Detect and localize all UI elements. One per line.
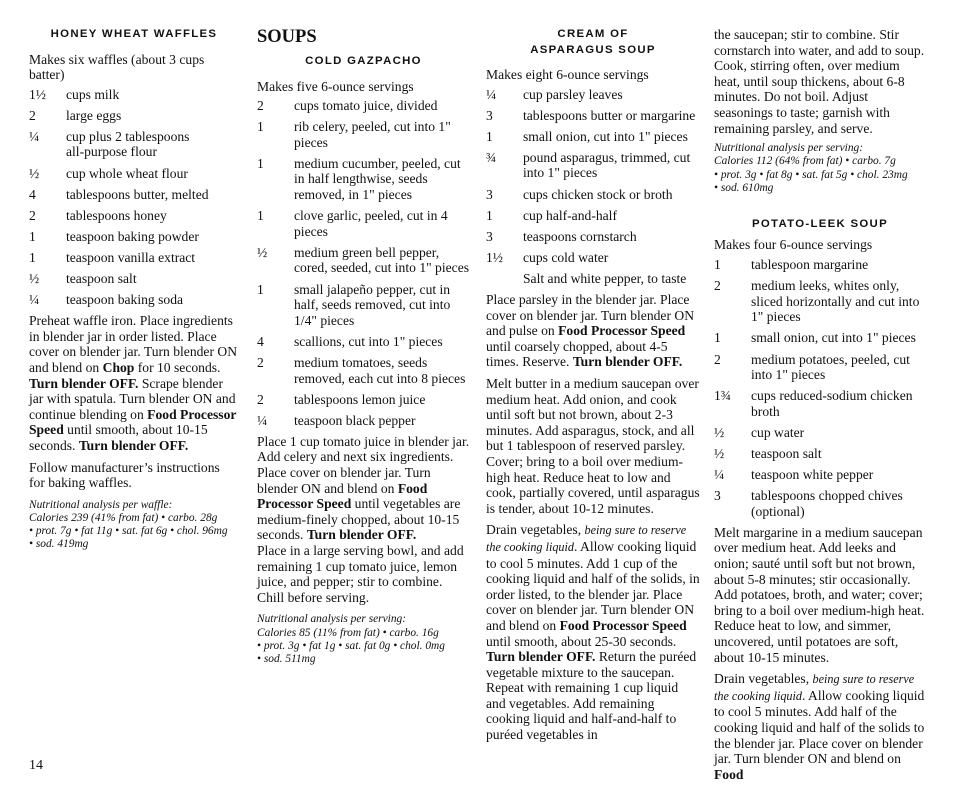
nutrition-info: Nutritional analysis per serving: Calories 85 (11% from fat) • carbo. 16g • prot. 3g • fat 1g • sat. fat 0g • chol. 0mg • sod. 511mg	[257, 613, 445, 665]
ingredient-item: 1 tablespoon margarine	[714, 257, 869, 273]
ingredient-list	[257, 98, 470, 428]
section-title: SOUPS	[257, 27, 317, 47]
ingredient-item: 1¾ cups reduced-sodium chicken broth	[714, 388, 913, 419]
recipe-yield: Makes six waffles (about 3 cups batter)	[29, 51, 205, 83]
ingredient-item: ¾ pound asparagus, trimmed, cut into 1" pieces	[486, 149, 691, 181]
recipe-title: HONEY WHEAT WAFFLES	[50, 28, 218, 40]
ingredient-item: 3 teaspoons cornstarch	[486, 228, 637, 244]
instructions-paragraph: Place parsley in the blender jar. Place cover on blender jar. Turn blender ON and pulse on Food Processor Speed until coarsely chopped, about 4-5 times. Reserve. Turn blender OFF.	[486, 292, 695, 370]
recipe-yield: Makes eight 6-ounce servings	[486, 67, 649, 82]
ingredient-item: 2 medium tomatoes, seeds removed, each cut into 8 pieces	[257, 354, 466, 386]
recipe-title: CREAM OF ASPARAGUS SOUP	[530, 28, 656, 56]
ingredient-item: 2 tablespoons lemon juice	[257, 391, 426, 407]
ingredient-item: 3 tablespoons chopped chives (optional)	[714, 488, 903, 519]
instructions-paragraph: Place in a large serving bowl, and add remaining 1 cup tomato juice, lemon juice, and pepper; stir to combine. Chill before serving.	[257, 542, 464, 605]
ingredient-item: 2 tablespoons honey	[29, 207, 167, 223]
instructions-paragraph: Melt margarine in a medium saucepan over medium heat. Add leeks and onion; sauté until soft but not brown, about 5-8 minutes; stir occasionally. Add potatoes, broth, and water; cover; bring to a boil over medium-high heat. Reduce heat to low, and simmer, uncovered, until potatoes are soft, about 10-15 minutes.	[714, 524, 925, 665]
ingredient-item: 2 medium leeks, whites only, sliced horizontally and cut into 1" pieces	[714, 278, 920, 325]
instructions-paragraph: Melt butter in a medium saucepan over medium heat. Add onion, and cook until soft but not brown, about 2-3 minutes. Add asparagus, stock, and all but 1 tablespoon of reserved parsley. Cover; bring to a boil over medium-high heat. Reduce heat to low and cook, partially covered, until asparagus is tender, about 10-12 minutes.	[486, 376, 700, 516]
ingredient-item: 4 scallions, cut into 1" pieces	[257, 333, 443, 349]
ingredient-item: ¼ cup plus 2 tablespoons all-purpose flour	[29, 128, 190, 160]
ingredient-item: 1 rib celery, peeled, cut into 1" pieces	[257, 119, 451, 150]
ingredient-item: 1 medium cucumber, peeled, cut in half lengthwise, seeds removed, in 1" pieces	[257, 155, 461, 203]
instructions-paragraph: Preheat waffle iron. Place ingredients in blender jar in order listed. Place cover on blender jar. Turn blender ON and blend on Chop for 10 seconds. Turn blender OFF. Scrape blender jar with spatula. Turn blender ON and continue blending on Food Processor Speed until smooth, about 10-15 seconds. Turn blender OFF.	[29, 313, 238, 453]
instructions-paragraph: Place 1 cup tomato juice in blender jar. Add celery and next six ingredients. Place cover on blender jar. Turn blender ON and blend on Food Processor Speed until vegetables are medium-finely chopped, about 10-15 seconds. Turn blender OFF.	[257, 433, 470, 543]
column-cream-of-asparagus-soup	[486, 0, 700, 749]
instructions-paragraph: the saucepan; stir to combine. Stir cornstarch into water, and add to soup. Cook, stirring often, over medium heat, until soup thickens, about 6-8 minutes. Do not boil. Adjust seasonings to taste; garnish with remaining parsley, and serve.	[714, 27, 925, 136]
recipe-title: COLD GAZPACHO	[305, 55, 422, 67]
page-number: 14	[29, 758, 43, 773]
ingredient-item: 2 cups tomato juice, divided	[257, 98, 438, 114]
ingredient-item: ½ cup water	[714, 424, 805, 440]
ingredient-item: ¼ teaspoon baking soda	[29, 292, 184, 308]
recipe-yield: Makes five 6-ounce servings	[257, 78, 414, 94]
ingredient-item: Salt and white pepper, to taste	[523, 270, 687, 286]
ingredient-item: 1½ cups cold water	[486, 249, 609, 265]
ingredient-item: 3 cups chicken stock or broth	[486, 186, 673, 202]
ingredient-list	[486, 87, 700, 287]
ingredient-item: 1 teaspoon vanilla extract	[29, 249, 196, 265]
recipe-yield: Makes four 6-ounce servings	[714, 237, 873, 253]
recipe-title: POTATO-LEEK SOUP	[752, 217, 888, 230]
column-cold-gazpacho	[257, 0, 470, 666]
nutrition-info: Nutritional analysis per serving: Calories 112 (64% from fat) • carbo. 7g • prot. 3g • fat 8g • sat. fat 5g • chol. 23mg • sod. 610mg	[714, 142, 908, 194]
nutrition-info: Nutritional analysis per waffle: Calories 239 (41% from fat) • carbo. 28g • prot. 7g • fat 11g • sat. fat 6g • chol. 96mg • sod. 419mg	[29, 498, 228, 551]
ingredient-item: 1 clove garlic, peeled, cut in 4 pieces	[257, 208, 448, 239]
ingredient-item: ¼ teaspoon white pepper	[714, 467, 874, 483]
ingredient-item: ½ teaspoon salt	[29, 271, 137, 287]
ingredient-item: 1 teaspoon baking powder	[29, 228, 199, 244]
ingredient-item: ½ cup whole wheat flour	[29, 165, 188, 181]
ingredient-item: 2 medium potatoes, peeled, cut into 1" pieces	[714, 351, 910, 383]
ingredient-list	[29, 87, 239, 308]
ingredient-item: 1 cup half-and-half	[486, 207, 617, 223]
ingredient-item: 3 tablespoons butter or margarine	[486, 107, 696, 123]
ingredient-item: 4 tablespoons butter, melted	[29, 186, 209, 202]
instructions-paragraph: Drain vegetables, being sure to reserve the cooking liquid. Allow cooking liquid to cool 5 minutes. Add half of the cooking liquid and half of the solids to the blender jar. Place cover on blender jar. Turn blender ON and blend on Food	[714, 671, 925, 782]
ingredient-item: ½ medium green bell pepper, cored, seeded, cut into 1" pieces	[257, 244, 470, 276]
ingredient-item: 1 small onion, cut into 1" pieces	[714, 330, 916, 346]
ingredient-item: 2 large eggs	[29, 107, 122, 123]
ingredient-item: 1 small onion, cut into 1" pieces	[486, 128, 688, 144]
ingredient-item: ¼ cup parsley leaves	[486, 86, 623, 102]
column-honey-wheat-waffles	[29, 0, 239, 552]
ingredient-list	[714, 257, 926, 519]
instructions-paragraph: Follow manufacturer’s instructions for baking waffles.	[29, 459, 220, 491]
column-potato-leek-soup	[714, 27, 926, 788]
instructions-paragraph: Drain vegetables, being sure to reserve the cooking liquid. Allow cooking liquid to cool 5 minutes. Add 1 cup of the cooking liquid and half of the solids, in order listed, to the blender jar. Place cover on blender jar. Turn blender ON and blend on Food Processor Speed until smooth, about 25-30 seconds. Turn blender OFF. Return the puréed vegetable mixture to the saucepan. Repeat with remaining 1 cup liquid and vegetables. Add remaining cooking liquid and half-and-half to puréed vegetables in	[486, 522, 700, 743]
ingredient-item: 1½ cups milk	[29, 86, 120, 102]
ingredient-item: 1 small jalapeño pepper, cut in half, seeds removed, cut into 1/4" pieces	[257, 281, 451, 328]
ingredient-item: ¼ teaspoon black pepper	[257, 412, 416, 428]
ingredient-item: ½ teaspoon salt	[714, 446, 822, 461]
